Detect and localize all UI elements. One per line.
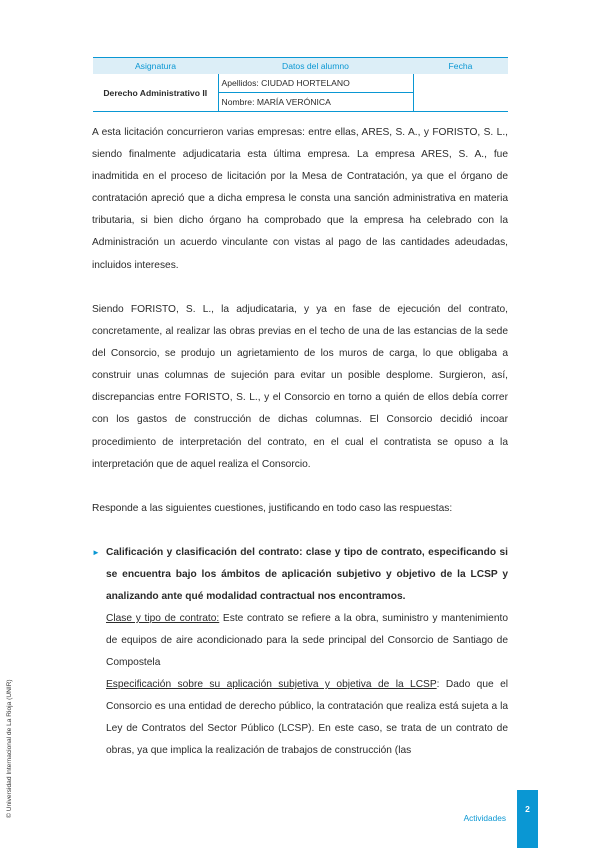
name-cell: Nombre: MARÍA VERÓNICA bbox=[218, 93, 413, 112]
paragraph-1: A esta licitación concurrieron varias empresas: entre ellas, ARES, S. A., y FORISTO, S. L., siendo finalmente adjudicataria esta última empresa. La empresa ARES, S. A., fue inadmitida en el proceso de licitación por la Mesa de Contratación, ya que el órgano de contratación apreció que a dicha empresa le consta una sanción administrativa en materia tributaria, si bien dicho órgano ha comprobado que la empresa ha celebrado con la Administración un acuerdo vinculante con vistas al pago de las cantidades adeudadas, incluidos intereses. bbox=[92, 127, 508, 271]
question-bullet bbox=[92, 542, 508, 762]
header-col-subject: Asignatura bbox=[93, 58, 218, 75]
answer-lcsp-scope-label: Especificación sobre su aplicación subjetiva y objetiva de la LCSP bbox=[106, 679, 437, 690]
header-col-student: Datos del alumno bbox=[218, 58, 413, 75]
surname-cell: Apellidos: CIUDAD HORTELANO bbox=[218, 74, 413, 93]
page-number-tab bbox=[517, 790, 538, 848]
section-label: Actividades bbox=[463, 813, 506, 823]
answer-lcsp-scope bbox=[106, 674, 508, 762]
answer-class-type-label: Clase y tipo de contrato: bbox=[106, 613, 220, 624]
bullet-arrow-icon: ► bbox=[92, 548, 100, 557]
answer-class-type bbox=[106, 608, 508, 674]
header-table bbox=[93, 57, 508, 112]
header-col-date: Fecha bbox=[413, 58, 508, 75]
paragraph-2: Siendo FORISTO, S. L., la adjudicataria, y ya en fase de ejecución del contrato, concretamente, al realizar las obras previas en el techo de una de las estancias de la sede del Consorcio, se produjo un agrietamiento de los muros de carga, lo que obligaba a construir unas columnas de sujeción para evitar un posible desplome. Surgieron, así, discrepancias entre FORISTO, S. L., y el Consorcio en torno a quién de ellos debía correr con los gastos de construcción de dichas columnas. El Consorcio decidió incoar procedimiento de interpretación del contrato, en el cual el contratista se opuso a la interpretación que de aquel realiza el Consorcio. bbox=[92, 304, 508, 470]
answer-lcsp-scope-text: : Dado que el Consorcio es una entidad de derecho público, la contratación que realiza está sujeta a la Ley de Contratos del Sector Público (LCSP). En este caso, se trata de un contrato de obras, ya que implica la realización de trabajos de construcción (las bbox=[106, 679, 508, 756]
date-cell bbox=[413, 74, 508, 112]
paragraph-3: Responde a las siguientes cuestiones, justificando en todo caso las respuestas: bbox=[92, 503, 453, 514]
answer-class-type-text: Este contrato se refiere a la obra, suministro y mantenimiento de equipos de aire acondicionado para la sede principal del Consorcio de Santiago de Compostela bbox=[106, 613, 508, 668]
question-heading: Calificación y clasificación del contrato: clase y tipo de contrato, especificando si se encuentra bajo los ámbitos de aplicación subjetivo y objetivo de la LCSP y analizando ante qué modalidad contractual nos encontramos. bbox=[106, 547, 508, 602]
subject-cell: Derecho Administrativo II bbox=[93, 74, 218, 112]
page-number: 2 bbox=[525, 804, 530, 814]
copyright-side-text: © Universidad Internacional de La Rioja (UNIR) bbox=[6, 679, 13, 818]
